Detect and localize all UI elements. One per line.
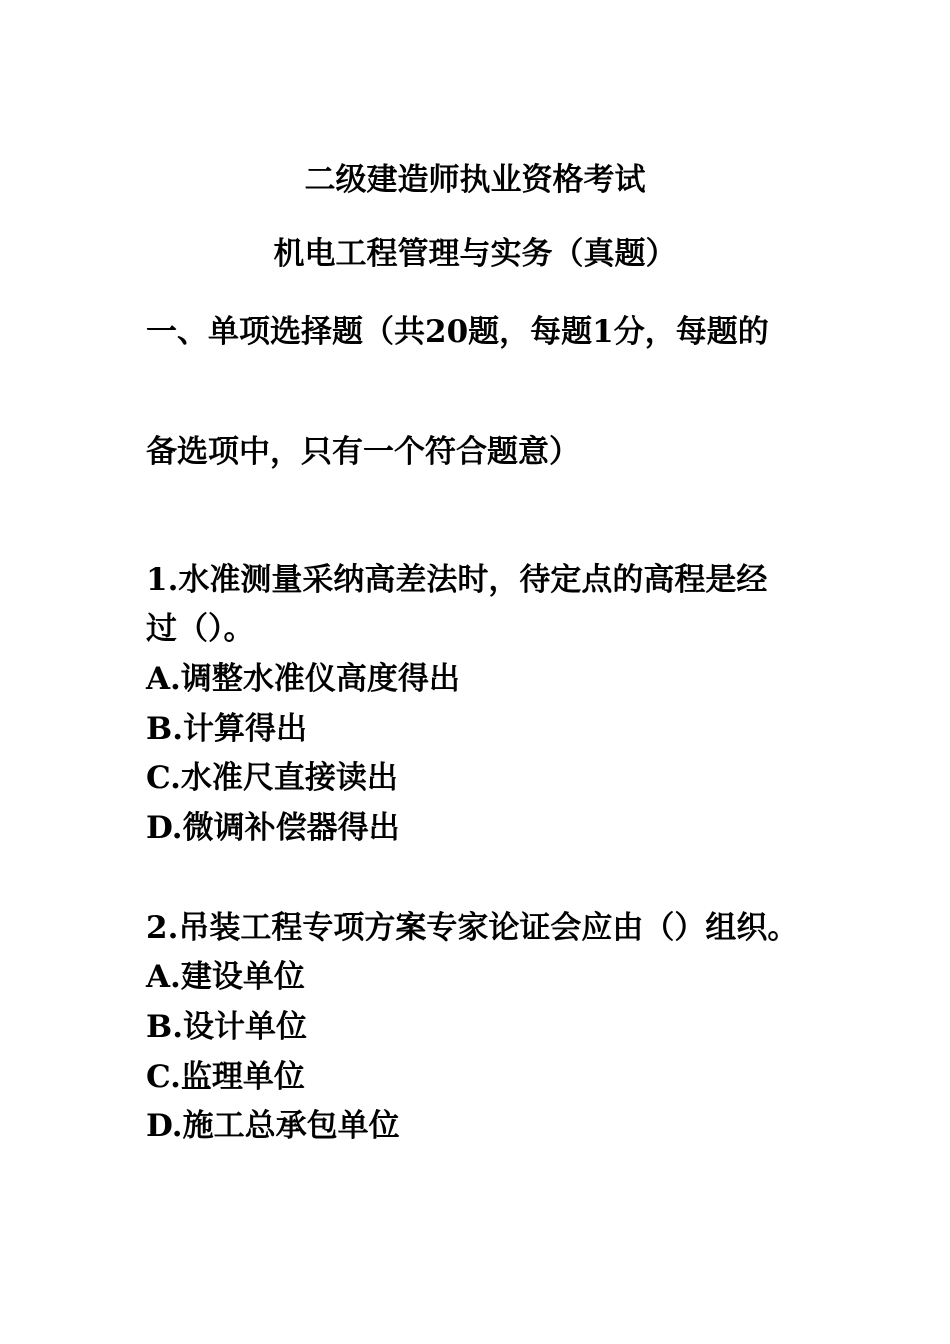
question-1-option-a: A.调整水准仪高度得出: [146, 661, 460, 697]
question-1-option-d: D.微调补偿器得出: [146, 810, 400, 846]
question-1-stem-continued: 过（）。: [146, 611, 255, 647]
question-2-option-a: A.建设单位: [146, 959, 305, 995]
question-2-option-b: B.设计单位: [146, 1009, 307, 1045]
question-1-option-b: B.计算得出: [146, 711, 307, 747]
section-heading-line2: 备选项中，只有一个符合题意）: [146, 434, 580, 470]
document-title: 二级建造师执业资格考试: [304, 162, 646, 198]
question-1-option-c: C.水准尺直接读出: [146, 760, 398, 796]
question-2-stem: 2.吊装工程专项方案专家论证会应由（）组织。: [146, 910, 799, 946]
question-1-stem: 1.水准测量采纳高差法时，待定点的高程是经: [146, 562, 768, 598]
question-2-option-d: D.施工总承包单位: [146, 1108, 400, 1144]
question-2-option-c: C.监理单位: [146, 1059, 305, 1095]
section-heading-line1: 一、单项选择题（共20题，每题1分，每题的: [146, 314, 769, 350]
document-subtitle: 机电工程管理与实务（真题）: [273, 236, 677, 272]
